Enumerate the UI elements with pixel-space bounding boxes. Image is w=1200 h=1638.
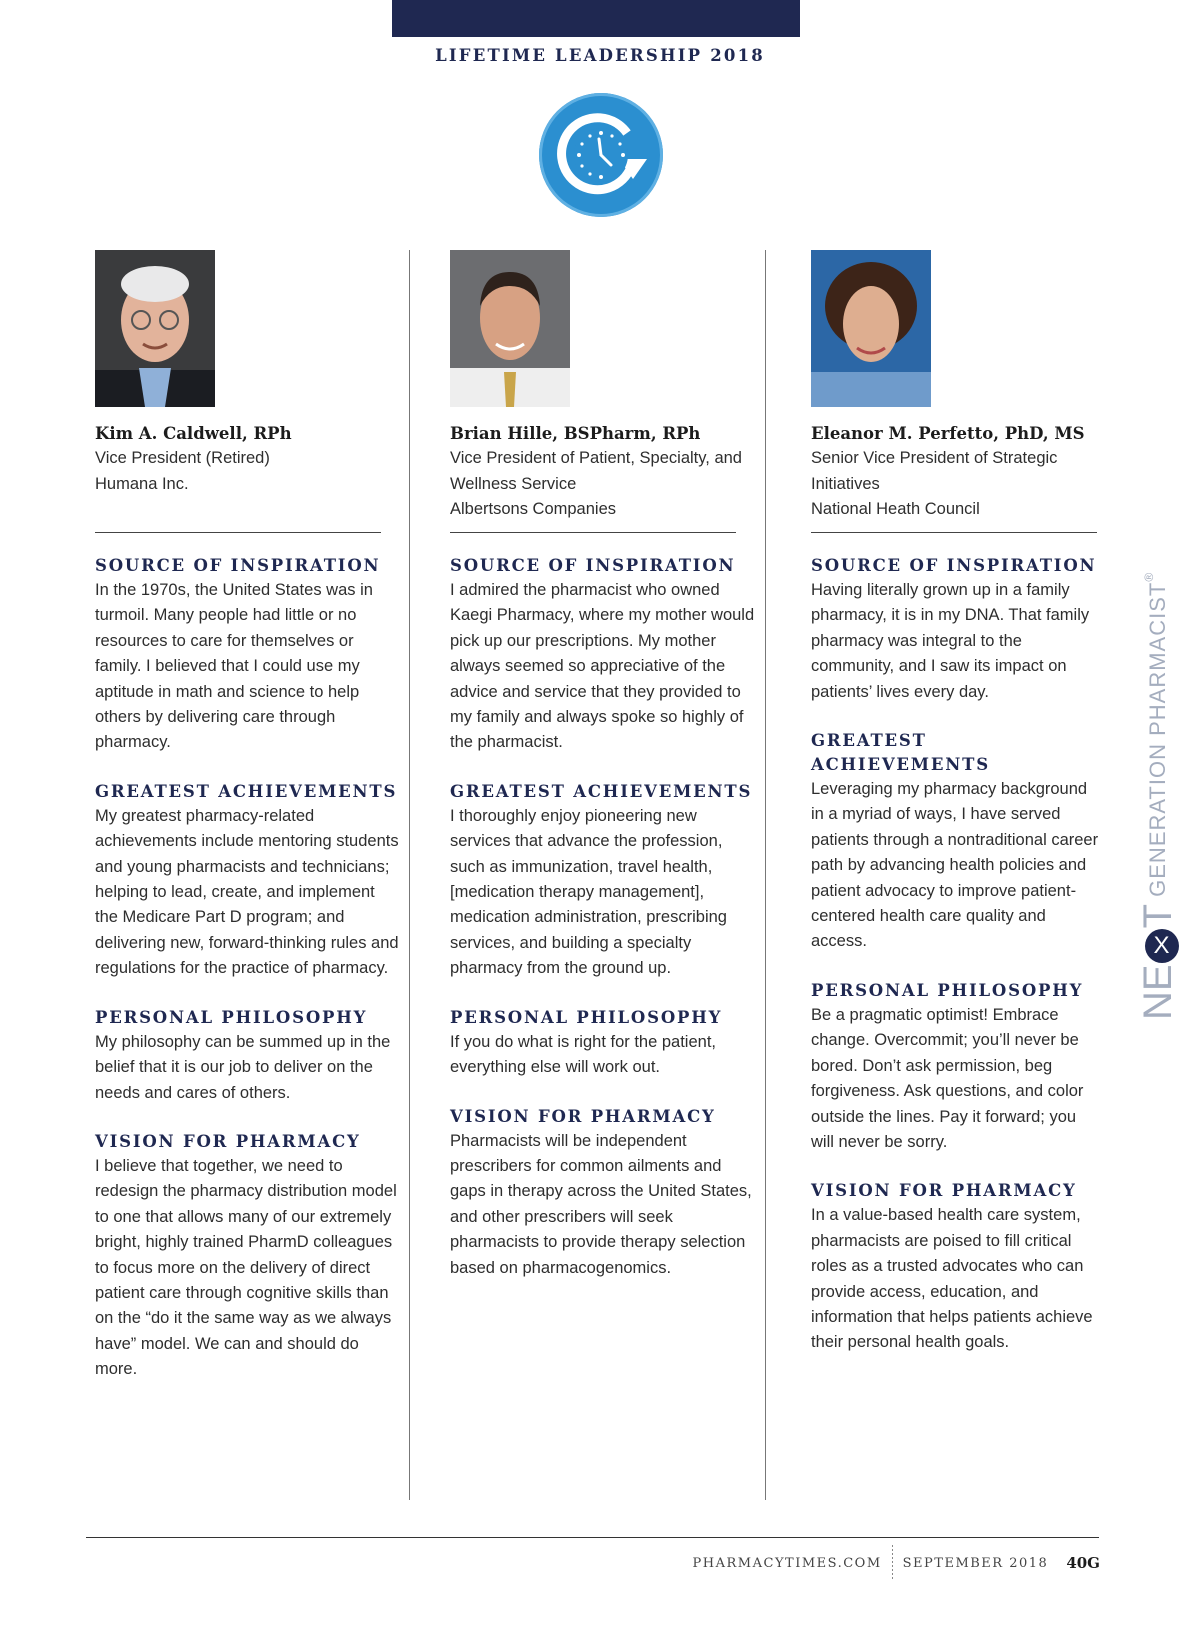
column-rule <box>765 250 766 1500</box>
person-role <box>450 446 755 532</box>
profile-column-caldwell <box>95 250 400 1407</box>
organization: Albertsons Companies <box>450 500 616 518</box>
footer <box>693 1554 1100 1572</box>
column-rule <box>409 250 410 1500</box>
heading-personal-philosophy: PERSONAL PHILOSOPHY <box>811 980 1084 1000</box>
heading-vision-for-pharmacy: VISION FOR PHARMACY <box>450 1106 716 1126</box>
heading-greatest-achievements: GREATEST ACHIEVEMENTS <box>450 781 753 801</box>
text-personal-philosophy: Be a pragmatic optimist! Embrace change. Overcommit; you’ll never be bored. Don’t ask permission, beg forgiveness. Ask questions, and color outside the lines. Pay it forward; you will never be sorry. <box>811 1005 1084 1151</box>
person-name: Kim A. Caldwell, RPh <box>95 424 292 443</box>
brand-text: GENERATION PHARMACIST <box>1145 581 1170 897</box>
text-source-of-inspiration: I admired the pharmacist who owned Kaegi Pharmacy, where my mother would pick up our prescriptions. My mother always seemed so appreciative of the advice and service that they provided to my family and always spoke so highly of the pharmacist. <box>450 581 755 752</box>
registered-mark: ® <box>1142 571 1156 582</box>
heading-personal-philosophy: PERSONAL PHILOSOPHY <box>95 1007 368 1027</box>
text-personal-philosophy: My philosophy can be summed up in the belief that it is our job to deliver on the needs and cares of others. <box>95 1032 391 1102</box>
portrait-photo <box>95 250 215 407</box>
person-role <box>95 446 400 532</box>
heading-greatest-achievements: GREATEST ACHIEVEMENTS <box>811 731 990 775</box>
portrait-photo <box>811 250 931 407</box>
person-name: Eleanor M. Perfetto, PhD, MS <box>811 424 1085 443</box>
text-source-of-inspiration: In the 1970s, the United States was in turmoil. Many people had little or no resources to care for themselves or family. I believed that I could use my aptitude in math and science to help others by delivering care through pharmacy. <box>95 581 373 752</box>
footer-site: PHARMACYTIMES.COM <box>692 1555 882 1571</box>
heading-greatest-achievements: GREATEST ACHIEVEMENTS <box>95 781 398 801</box>
brand-letter: E <box>1136 964 1180 992</box>
footer-rule <box>86 1537 1099 1538</box>
brand-letter: N <box>1136 991 1180 1020</box>
text-vision-for-pharmacy: Pharmacists will be independent prescribers for common ailments and gaps in therapy across the United States, and other prescribers will seek pharmacists to provide therapy selection based on pharmacogenomics. <box>450 1131 752 1277</box>
page-number: 40G <box>1066 1554 1100 1572</box>
heading-source-of-inspiration: SOURCE OF INSPIRATION <box>450 556 736 575</box>
footer-date: SEPTEMBER 2018 <box>902 1555 1049 1571</box>
text-personal-philosophy: If you do what is right for the patient, everything else will work out. <box>450 1032 716 1077</box>
text-vision-for-pharmacy: In a value-based health care system, pharmacists are poised to fill critical roles as a trusted advocates who can provide access, education, and information that helps patients achieve their personal health goals. <box>811 1206 1093 1352</box>
text-vision-for-pharmacy: I believe that together, we need to redesign the pharmacy distribution model to one that allows many of our extremely bright, highly trained PharmD colleagues to focus more on the delivery of direct patient care through cognitive skills than on the “do it the same way as we always have” model. We can and should do more. <box>95 1156 397 1379</box>
profile-column-hille <box>450 250 755 1305</box>
heading-vision-for-pharmacy: VISION FOR PHARMACY <box>811 1181 1077 1201</box>
text-source-of-inspiration: Having literally grown up in a family pharmacy, it is in my DNA. That family pharmacy was integral to the community, and I saw its impact on patients’ lives every day. <box>811 581 1090 701</box>
brand-x-mark: X <box>1145 929 1179 963</box>
footer-separator <box>892 1545 893 1581</box>
text-greatest-achievements: I thoroughly enjoy pioneering new services that advance the profession, such as immunization, travel health, [medication therapy management], medication administration, prescribing services, and building a specialty pharmacy from the ground up. <box>450 806 727 978</box>
person-role <box>811 446 1101 532</box>
text-greatest-achievements: Leveraging my pharmacy background in a myriad of ways, I have served patients through a nontraditional career path by advancing health policies and patient advocacy to improve patient-centered health care quality and access. <box>811 780 1099 951</box>
section-label: LIFETIME LEADERSHIP 2018 <box>435 46 765 65</box>
person-name: Brian Hille, BSPharm, RPh <box>450 424 701 443</box>
heading-personal-philosophy: PERSONAL PHILOSOPHY <box>450 1007 723 1027</box>
brand-letter: T <box>1136 903 1180 929</box>
role-line: Vice President of Patient, Specialty, and Wellness Service <box>450 449 742 493</box>
role-line: Senior Vice President of Strategic Initiatives <box>811 449 1058 493</box>
portrait-photo <box>450 250 570 407</box>
heading-vision-for-pharmacy: VISION FOR PHARMACY <box>95 1131 361 1151</box>
profile-column-perfetto <box>811 250 1101 1380</box>
organization: Humana Inc. <box>95 474 189 493</box>
top-bar <box>392 0 800 37</box>
organization: National Heath Council <box>811 500 980 518</box>
text-greatest-achievements: My greatest pharmacy-related achievements include mentoring students and young pharmacists and technicians; helping to lead, create, and implement the Medicare Part D program; and delivering new, forward-thinking rules and regulations for the practice of pharmacy. <box>95 806 399 978</box>
heading-source-of-inspiration: SOURCE OF INSPIRATION <box>95 556 381 575</box>
side-brand-logo <box>1136 572 1181 1020</box>
clock-refresh-icon <box>539 93 663 217</box>
heading-source-of-inspiration: SOURCE OF INSPIRATION <box>811 556 1097 575</box>
role-line: Vice President (Retired) <box>95 449 270 467</box>
